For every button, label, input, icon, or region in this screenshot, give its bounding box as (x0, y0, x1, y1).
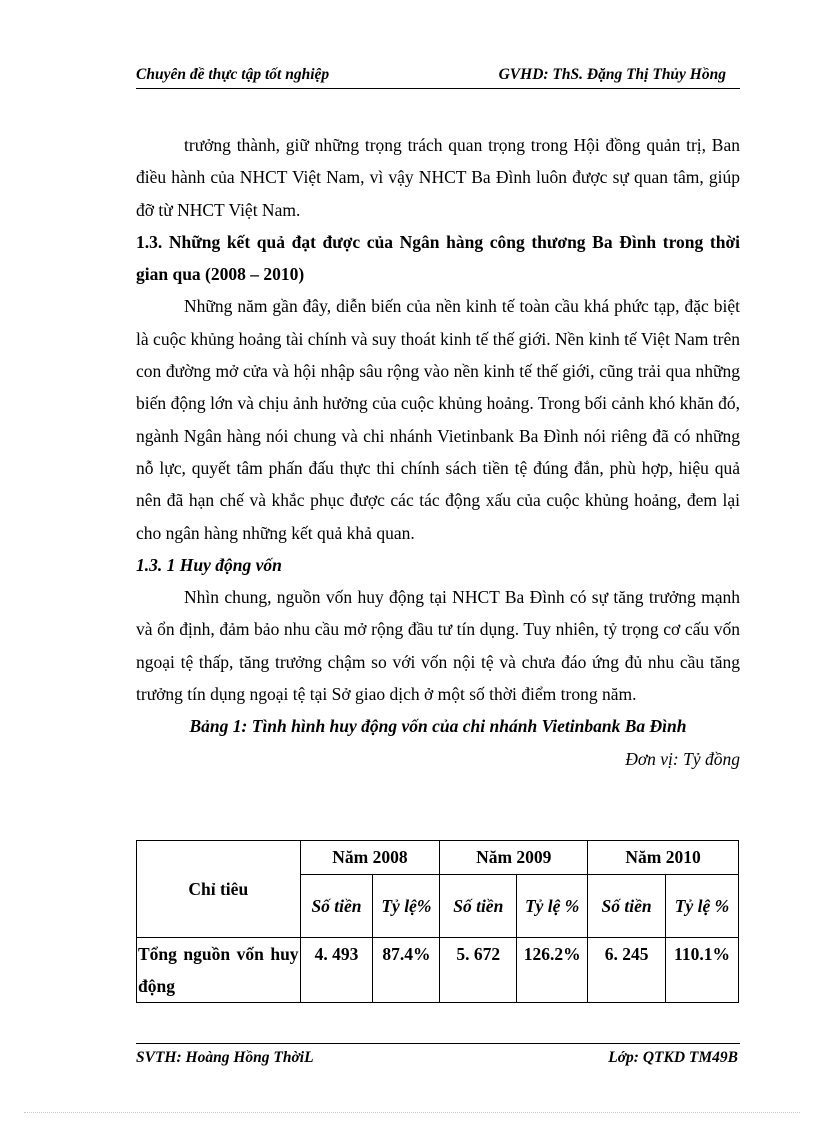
table-header-row (137, 841, 739, 875)
subheader-amount-2009: Số tiền (440, 875, 517, 938)
header-supervisor: GVHD: ThS. Đặng Thị Thủy Hồng (498, 66, 726, 83)
header-year-2010: Năm 2010 (588, 841, 739, 875)
header-year-2008: Năm 2008 (300, 841, 440, 875)
footer-student: SVTH: Hoàng Hồng ThờiL (136, 1049, 314, 1066)
subheader-amount-2010: Số tiền (588, 875, 666, 938)
paragraph-1: trưởng thành, giữ những trọng trách quan trọng trong Hội đồng quản trị, Ban điều hành của NHCT Việt Nam, vì vậy NHCT Ba Đình luôn được sự quan tâm, giúp đỡ từ NHCT Việt Nam. (136, 135, 740, 220)
page-footer (136, 1043, 740, 1072)
paragraph-3: Nhìn chung, nguồn vốn huy động tại NHCT Ba Đình có sự tăng trưởng mạnh và ổn định, đảm bảo nhu cầu mở rộng đầu tư tín dụng. Tuy nhiên, tỷ trọng cơ cấu vốn ngoại tệ thấp, tăng trưởng chậm so với vốn nội tệ và chưa đáo ứng đủ nhu cầu tăng trưởng tín dụng ngoại tệ tại Sở giao dịch ở một số thời điểm trong năm. (136, 587, 740, 705)
row-label-total-capital: Tổng nguồn vốn huy động (137, 938, 301, 1003)
subsection-heading-1-3-1: 1.3. 1 Huy động vốn (136, 554, 282, 575)
cell-amount-2009: 5. 672 (440, 938, 517, 1003)
document-body (136, 129, 740, 775)
subheader-amount-2008: Số tiền (300, 875, 373, 938)
cell-amount-2010: 6. 245 (588, 938, 666, 1003)
footer-class: Lớp: QTKD TM49B (608, 1049, 738, 1066)
subheader-rate-2010: Tỷ lệ % (665, 875, 738, 938)
capital-table (136, 840, 739, 1003)
cell-rate-2008: 87.4% (373, 938, 440, 1003)
page-bottom-divider (24, 1112, 800, 1113)
header-indicator: Chỉ tiêu (137, 841, 301, 938)
table-row (137, 938, 739, 1003)
subheader-rate-2008: Tỷ lệ% (373, 875, 440, 938)
page-header (136, 62, 740, 89)
table-title: Bảng 1: Tình hình huy động vốn của chi nhánh Vietinbank Ba Đình (189, 716, 687, 737)
cell-amount-2008: 4. 493 (300, 938, 373, 1003)
table-unit: Đơn vị: Tỷ đồng (625, 748, 740, 769)
cell-rate-2010: 110.1% (665, 938, 738, 1003)
header-course-title: Chuyên đề thực tập tốt nghiệp (136, 66, 330, 83)
section-heading-1-3: 1.3. Những kết quả đạt được của Ngân hàng công thương Ba Đình trong thời gian qua (2008 – 2010) (136, 231, 740, 285)
subheader-rate-2009: Tỷ lệ % (517, 875, 588, 938)
cell-rate-2009: 126.2% (517, 938, 588, 1003)
paragraph-2: Những năm gần đây, diễn biến của nền kinh tế toàn cầu khá phức tạp, đặc biệt là cuộc khủng hoảng tài chính và suy thoát kinh tế thế giới. Nền kinh tế Việt Nam trên con đường mở cửa và hội nhập sâu rộng vào nền kinh tế thế giới, cũng trải qua những biến động lớn và chịu ảnh hưởng của cuộc khủng hoảng. Trong bối cảnh khó khăn đó, ngành Ngân hàng nói chung và chi nhánh Vietinbank Ba Đình nói riêng đã có những nỗ lực, quyết tâm phấn đấu thực thi chính sách tiền tệ đúng đắn, phù hợp, hiệu quả nên đã hạn chế và khắc phục được các tác động xấu của cuộc khủng hoảng, đem lại cho ngân hàng những kết quả khả quan. (136, 296, 740, 543)
header-year-2009: Năm 2009 (440, 841, 588, 875)
